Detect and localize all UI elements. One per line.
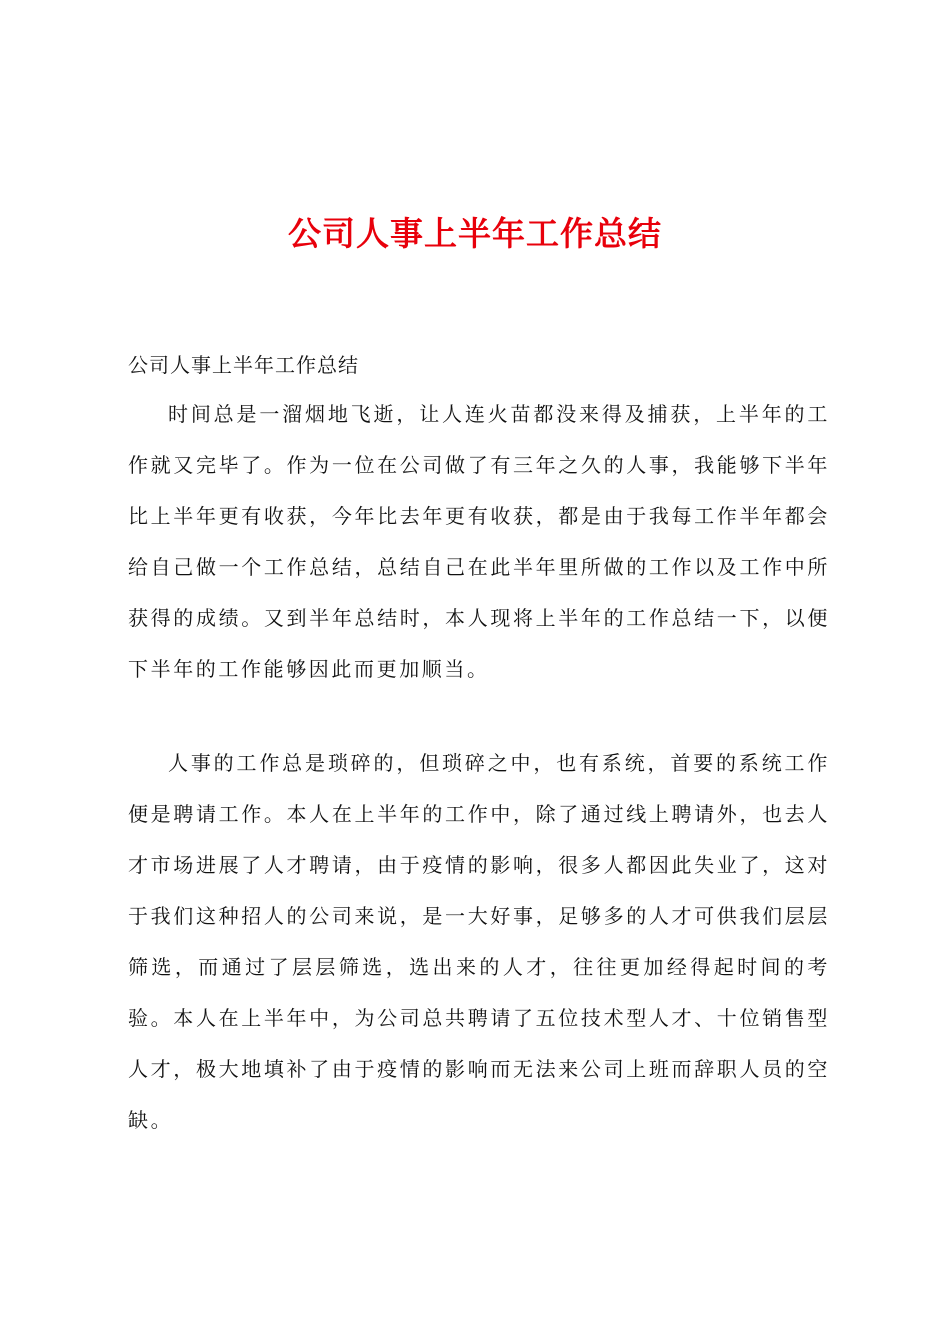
document-subtitle: 公司人事上半年工作总结 bbox=[128, 353, 359, 377]
document-title: 公司人事上半年工作总结 bbox=[288, 214, 662, 253]
paragraph-1: 时间总是一溜烟地飞逝，让人连火苗都没来得及捕获，上半年的工作就又完毕了。作为一位在公司做了有三年之久的人事，我能够下半年比上半年更有收获，今年比去年更有收获，都是由于我每工作半年都会给自己做一个工作总结，总结自己在此半年里所做的工作以及工作中所获得的成绩。又到半年总结时，本人现将上半年的工作总结一下，以便下半年的工作能够因此而更加顺当。 bbox=[128, 402, 830, 681]
paragraph-2: 人事的工作总是琐碎的，但琐碎之中，也有系统，首要的系统工作便是聘请工作。本人在上半年的工作中，除了通过线上聘请外，也去人才市场进展了人才聘请，由于疫情的影响，很多人都因此失业了，这对于我们这种招人的公司来说，是一大好事，足够多的人才可供我们层层筛选，而通过了层层筛选，选出来的人才，往往更加经得起时间的考验。本人在上半年中，为公司总共聘请了五位技术型人才、十位销售型人才，极大地填补了由于疫情的影响而无法来公司上班而辞职人员的空缺。 bbox=[128, 751, 830, 1132]
